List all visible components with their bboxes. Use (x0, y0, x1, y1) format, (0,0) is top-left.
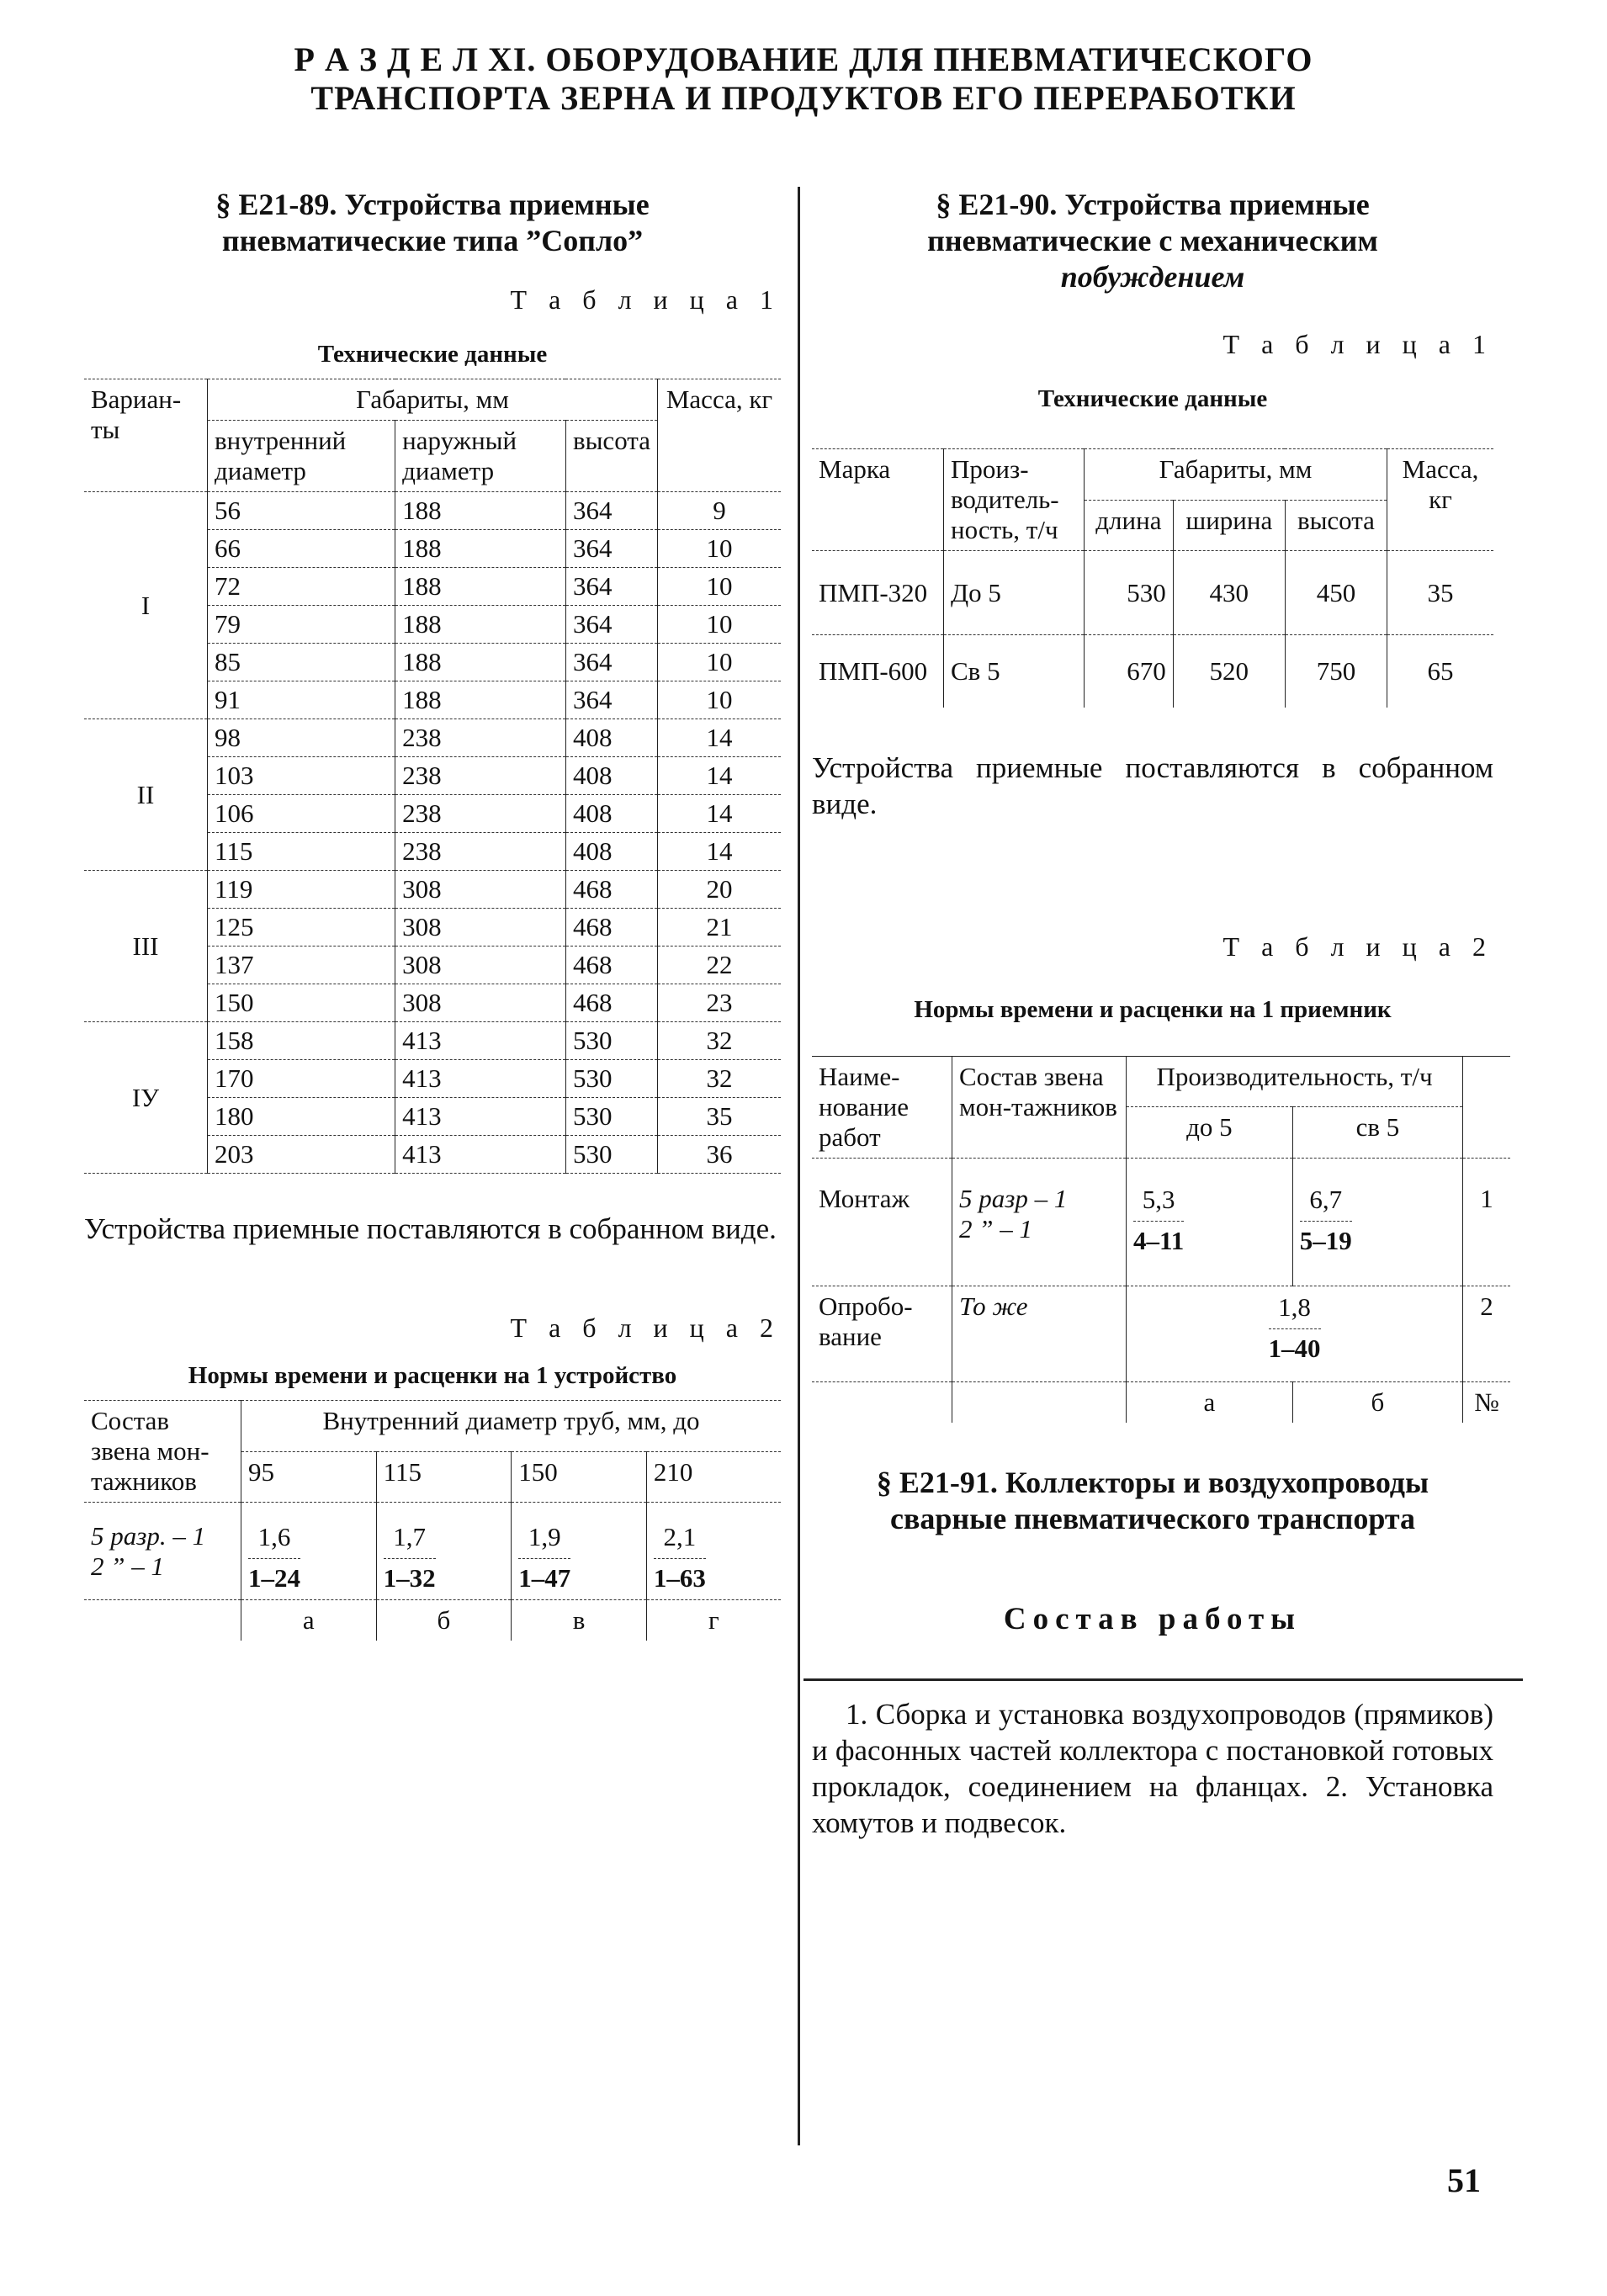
height-cell: 408 (565, 719, 657, 757)
mass-cell: 35 (1387, 551, 1494, 635)
column-number-sign: № (1474, 1387, 1499, 1417)
inner-diameter-cell: 91 (208, 681, 395, 719)
time-norms-table-2 (812, 1056, 1510, 1423)
header-crew: Состав звена мон-тажников (84, 1401, 241, 1503)
outer-diameter-cell: 188 (395, 606, 566, 644)
mass-cell: 14 (658, 757, 782, 795)
brand-cell: ПМП-320 (812, 551, 944, 635)
right-column (812, 187, 1499, 1841)
height-cell: 364 (565, 681, 657, 719)
work-composition-text: 1. Сборка и установка воздухопроводов (прямиков) и фасонных частей коллектора с постановкой готовых прокладок, соединением на фланцах. 2. Установка хомутов и подвесок. (812, 1697, 1493, 1839)
rate-cell: $\frac{1,7}{1-32}$ (376, 1503, 512, 1600)
technical-data-table-2 (812, 448, 1493, 708)
mass-cell: 10 (658, 530, 782, 568)
table-row (84, 1022, 781, 1060)
outer-diameter-cell: 308 (395, 909, 566, 947)
height-cell: 750 (1316, 655, 1356, 686)
header-width: ширина (1173, 500, 1285, 551)
inner-diameter-cell: 115 (208, 833, 395, 871)
mass-cell: 14 (658, 719, 782, 757)
height-cell: 468 (565, 871, 657, 909)
height-cell: 468 (565, 947, 657, 984)
header-mass: Масса, кг (658, 379, 782, 492)
header-outer-diameter: наружный диаметр (395, 421, 566, 492)
outer-diameter-cell: 308 (395, 947, 566, 984)
width-cell: 430 (1173, 551, 1285, 635)
inner-diameter-cell: 137 (208, 947, 395, 984)
inner-diameter-cell: 98 (208, 719, 395, 757)
inner-diameter-cell: 170 (208, 1060, 395, 1098)
height-cell: 364 (565, 644, 657, 681)
outer-diameter-cell: 413 (395, 1060, 566, 1098)
rate-cell: $\frac{2,1}{1-63}$ (646, 1503, 781, 1600)
col-150: 150 (512, 1451, 647, 1503)
brand-cell: ПМП-600 (812, 635, 944, 708)
page-header-line-2: ТРАНСПОРТА ЗЕРНА И ПРОДУКТОВ ЕГО ПЕРЕРАБОТКИ (310, 79, 1297, 117)
mass-cell: 10 (658, 568, 782, 606)
header-over-5: св 5 (1292, 1107, 1462, 1159)
column-letter: в (512, 1600, 647, 1641)
section-e21-89-title: § Е21-89. Устройства приемные пневматические типа ”Сопло” (215, 188, 650, 257)
outer-diameter-cell: 188 (395, 644, 566, 681)
section-e21-90-title: § Е21-90. Устройства приемные пневматические с механическим побуждением (927, 188, 1378, 294)
height-cell: 468 (565, 909, 657, 947)
header-crew: Состав звена мон-тажников (952, 1056, 1127, 1158)
mass-cell: 9 (658, 492, 782, 530)
outer-diameter-cell: 413 (395, 1022, 566, 1060)
header-length: длина (1085, 500, 1174, 551)
table-label-2: Т а б л и ц а 2 (1222, 931, 1493, 962)
outer-diameter-cell: 238 (395, 833, 566, 871)
width-cell: 520 (1173, 635, 1285, 708)
column-letter: г (708, 1605, 719, 1635)
rate-cell: $\frac{5,3}{4-11}$ (1127, 1158, 1293, 1286)
variant-cell: II (84, 719, 208, 871)
header-inner-diameter: внутренний диаметр (208, 421, 395, 492)
table-label-2: Т а б л и ц а 2 (510, 1312, 781, 1343)
outer-diameter-cell: 188 (395, 681, 566, 719)
table-row (84, 492, 781, 530)
height-cell: 468 (565, 984, 657, 1022)
header-dimensions: Габариты, мм (1085, 449, 1387, 501)
mass-cell: 32 (658, 1060, 782, 1098)
variant-cell: III (84, 871, 208, 1022)
height-cell: 530 (565, 1060, 657, 1098)
productivity-cell: До 5 (944, 551, 1085, 635)
technical-data-body (84, 492, 781, 1174)
crew-cell: 5 разр – 1 2 ” – 1 (952, 1158, 1127, 1286)
inner-diameter-cell: 56 (208, 492, 395, 530)
table-row (84, 871, 781, 909)
mass-cell: 14 (658, 795, 782, 833)
height-cell: 530 (565, 1022, 657, 1060)
header-work-name: Наиме-нование работ (812, 1056, 952, 1158)
height-cell: 450 (1285, 551, 1387, 635)
delivery-note: Устройства приемные поставляются в собранном виде. (812, 750, 1493, 820)
height-cell: 408 (565, 757, 657, 795)
header-productivity: Произ-водитель-ность, т/ч (944, 449, 1085, 551)
outer-diameter-cell: 238 (395, 795, 566, 833)
mass-cell: 14 (658, 833, 782, 871)
page-header-line-1: Р А З Д Е Л XI. ОБОРУДОВАНИЕ ДЛЯ ПНЕВМАТИЧЕСКОГО (294, 40, 1313, 78)
column-letter: а (241, 1600, 377, 1641)
header-dimensions: Габариты, мм (208, 379, 658, 421)
table-caption: Технические данные (317, 341, 548, 368)
col-210: 210 (646, 1451, 781, 1503)
outer-diameter-cell: 413 (395, 1098, 566, 1136)
rate-cell: $\frac{1,8}{1-40}$ (1127, 1286, 1463, 1381)
outer-diameter-cell: 238 (395, 719, 566, 757)
outer-diameter-cell: 188 (395, 568, 566, 606)
outer-diameter-cell: 308 (395, 984, 566, 1022)
mass-cell: 21 (658, 909, 782, 947)
left-column (84, 187, 781, 1641)
height-cell: 530 (565, 1136, 657, 1174)
header-productivity: Производительность, т/ч (1127, 1056, 1463, 1107)
header-height: высота (565, 421, 657, 492)
crew-cell: То же (952, 1286, 1127, 1381)
rate-cell: $\frac{1,6}{1-24}$ (241, 1503, 377, 1600)
height-cell: 408 (565, 795, 657, 833)
work-composition-heading: Состав работы (1003, 1601, 1302, 1636)
delivery-note: Устройства приемные поставляются в собранном виде. (84, 1212, 777, 1245)
mass-cell: 32 (658, 1022, 782, 1060)
header-height: высота (1285, 500, 1387, 551)
technical-data-table (84, 379, 781, 1174)
height-cell: 364 (565, 606, 657, 644)
inner-diameter-cell: 119 (208, 871, 395, 909)
header-mass: Масса, кг (1387, 449, 1494, 551)
table-caption: Технические данные (1037, 385, 1268, 412)
mass-cell: 36 (658, 1136, 782, 1174)
outer-diameter-cell: 238 (395, 757, 566, 795)
work-montage: Монтаж (812, 1158, 952, 1286)
header-pipe-diameter: Внутренний диаметр труб, мм, до (241, 1401, 782, 1452)
outer-diameter-cell: 188 (395, 530, 566, 568)
mass-cell: 10 (658, 681, 782, 719)
row-number: 1 (1463, 1158, 1511, 1286)
rate-cell: $\frac{1,9}{1-47}$ (512, 1503, 647, 1600)
height-cell: 530 (565, 1098, 657, 1136)
column-letter: а (1127, 1381, 1293, 1423)
header-up-to-5: до 5 (1127, 1107, 1293, 1159)
inner-diameter-cell: 103 (208, 757, 395, 795)
mass-cell: 20 (658, 871, 782, 909)
length-cell: 670 (1085, 635, 1174, 708)
outer-diameter-cell: 308 (395, 871, 566, 909)
height-cell: 364 (565, 568, 657, 606)
col-95: 95 (241, 1451, 377, 1503)
inner-diameter-cell: 106 (208, 795, 395, 833)
table-label: Т а б л и ц а 1 (510, 284, 781, 315)
table-caption-2: Нормы времени и расценки на 1 устройство (188, 1362, 677, 1389)
mass-cell: 35 (658, 1098, 782, 1136)
height-cell: 364 (565, 530, 657, 568)
inner-diameter-cell: 125 (208, 909, 395, 947)
inner-diameter-cell: 180 (208, 1098, 395, 1136)
section-e21-91-title: § Е21-91. Коллекторы и воздухопроводы сварные пневматического транспорта (876, 1465, 1429, 1535)
work-testing: Опробо-вание (812, 1286, 952, 1381)
height-cell: 408 (565, 833, 657, 871)
header-brand: Марка (812, 449, 944, 551)
mass-cell: 65 (1387, 635, 1494, 708)
mass-cell: 10 (658, 606, 782, 644)
inner-diameter-cell: 66 (208, 530, 395, 568)
mass-cell: 10 (658, 644, 782, 681)
column-divider (798, 187, 800, 2145)
table-row (84, 719, 781, 757)
outer-diameter-cell: 188 (395, 492, 566, 530)
variant-cell: I (84, 492, 208, 719)
height-cell: 364 (565, 492, 657, 530)
page-number: 51 (1447, 2161, 1481, 2199)
inner-diameter-cell: 158 (208, 1022, 395, 1060)
crew-cell: 5 разр. – 1 2 ” – 1 (84, 1503, 241, 1600)
row-number: 2 (1463, 1286, 1511, 1381)
productivity-cell: Св 5 (944, 635, 1085, 708)
column-letter: б (376, 1600, 512, 1641)
col-115: 115 (376, 1451, 512, 1503)
rate-cell: $\frac{6,7}{5-19}$ (1292, 1158, 1462, 1286)
column-letter: б (1292, 1381, 1462, 1423)
inner-diameter-cell: 79 (208, 606, 395, 644)
outer-diameter-cell: 413 (395, 1136, 566, 1174)
length-cell: 530 (1085, 551, 1174, 635)
table-label: Т а б л и ц а 1 (1222, 329, 1493, 359)
table-caption-2: Нормы времени и расценки на 1 приемник (914, 995, 1392, 1023)
inner-diameter-cell: 203 (208, 1136, 395, 1174)
time-norms-table (84, 1400, 781, 1641)
mass-cell: 23 (658, 984, 782, 1022)
inner-diameter-cell: 72 (208, 568, 395, 606)
mass-cell: 22 (658, 947, 782, 984)
inner-diameter-cell: 150 (208, 984, 395, 1022)
header-variant: Вариан-ты (84, 379, 208, 492)
variant-cell: IУ (84, 1022, 208, 1174)
inner-diameter-cell: 85 (208, 644, 395, 681)
